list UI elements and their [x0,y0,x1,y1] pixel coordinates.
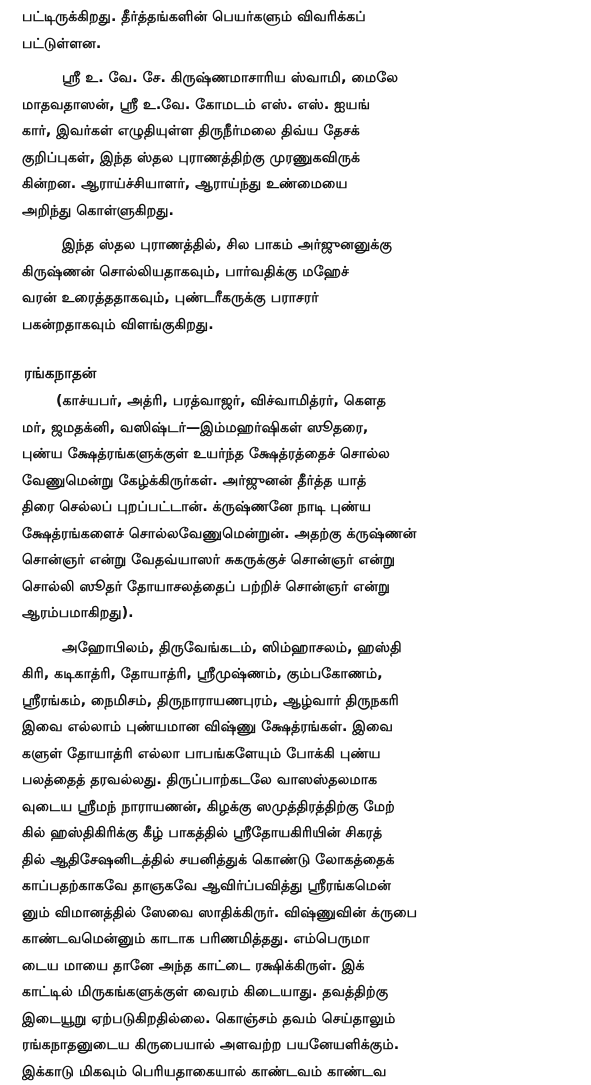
text-line: வேணுமென்று கேழ்க்கிருர்கள். அர்ஜுனன் தீர்த்த யாத் [22,468,577,495]
text-line: கார், இவர்கள் எழுதியுள்ள திருநீர்மலை திவ்ய தேசக் [22,118,577,145]
text-line: காட்டில் மிருகங்களுக்குள் வைரம் கிடையாது. தவத்திற்கு [22,979,577,1006]
paragraph-1 [22,4,577,57]
text-line: கில் ஹஸ்திகிரிக்கு கீழ் பாகத்தில் ஸ்ரீதோயகிரியின் சிகரத் [22,820,577,847]
text-line: பட்டுள்ளன. [22,31,577,58]
paragraph-2 [22,65,577,224]
text-line: க்ஷேத்ரங்களைச் சொல்லவேணுமென்றுன். அதற்கு க்ருஷ்ணன் [22,521,577,548]
text-line: வரன் உரைத்ததாகவும், புண்டரீகருக்கு பராசரர் [22,285,577,312]
text-line: ஸ்ரீ உ. வே. சே. கிருஷ்ணமாசாரிய ஸ்வாமி, மைலே [22,65,577,92]
text-line: சொல்லி ஸூதர் தோயாசலத்தைப் பற்றிச் சொன்ஞர் என்று [22,574,577,601]
text-line: னும் விமானத்தில் ஸேவை ஸாதிக்கிருர். விஷ்ணுவின் க்ருபை [22,900,577,927]
text-line: தில் ஆதிசேஷனிடத்தில் சயனித்துக் கொண்டு லோகத்தைக் [22,847,577,874]
text-line: டைய மாயை தானே அந்த காட்டை ரக்ஷிக்கிருள். இக் [22,953,577,980]
text-line: ஆரம்பமாகிறது). [22,600,577,627]
text-line: அஹோபிலம், திருவேங்கடம், ஸிம்ஹாசலம், ஹஸ்தி [22,635,577,662]
text-line: கிரி, கடிகாத்ரி, தோயாத்ரி, ஸ்ரீமுஷ்ணம், கும்பகோணம், [22,661,577,688]
text-line: இடையூறு ஏற்படுகிறதில்லை. கொஞ்சம் தவம் செய்தாலும் [22,1006,577,1033]
text-line: கிருஷ்ணன் சொல்லியதாகவும், பார்வதிக்கு மஹேச் [22,259,577,286]
text-line: புண்ய க்ஷேத்ரங்களுக்குள் உயர்ந்த க்ஷேத்ரத்தைச் சொல்ல [22,441,577,468]
text-line: காப்பதற்காகவே தாஞகவே ஆவிர்ப்பவித்து ஸ்ரீரங்கமென் [22,873,577,900]
text-line: வுடைய ஸ்ரீமந் நாராயணன், கிழக்கு ஸமுத்திரத்திற்கு மேற் [22,794,577,821]
text-line: ஸ்ரீரங்கம், நைமிசம், திருநாராயணபுரம், ஆழ்வார் திருநகரி [22,688,577,715]
text-line: இக்காடு மிகவும் பெரியதாகையால் காண்டவம் காண்டவ [22,1059,577,1085]
text-line: (காச்யபர், அத்ரி, பரத்வாஜர், விச்வாமித்ரர், கௌத [22,388,577,415]
text-line: களுள் தோயாத்ரி எல்லா பாபங்களேயும் போக்கி புண்ய [22,741,577,768]
text-line: திரை செல்லப் புறப்பட்டான். க்ருஷ்ணனே நாடி புண்ய [22,494,577,521]
section-heading: ரங்கநாதன் [22,360,577,388]
text-line: இந்த ஸ்தல புராணத்தில், சில பாகம் அர்ஜுனனுக்கு [22,232,577,259]
text-line: கின்றன. ஆராய்ச்சியாளர், ஆராய்ந்து உண்மையை [22,171,577,198]
paragraph-4 [22,388,577,627]
paragraph-3 [22,232,577,338]
text-line: மர், ஜமதக்னி, வஸிஷ்டர்—இம்மஹர்ஷிகள் ஸூதரை, [22,415,577,442]
text-line: குறிப்புகள், இந்த ஸ்தல புராணத்திற்கு முரணுகவிருக் [22,145,577,172]
text-line: மாதவதாஸன், ஸ்ரீ உ.வே. கோமடம் எஸ். எஸ். ஐயங் [22,92,577,119]
text-line: ரங்கநாதனுடைய கிருபையால் அளவற்ற பயனேயளிக்கும். [22,1032,577,1059]
text-line: சொன்ஞர் என்று வேதவ்யாஸர் சுகருக்குச் சொன்ஞர் என்று [22,547,577,574]
text-line: பட்டிருக்கிறது. தீர்த்தங்களின் பெயர்களும் விவரிக்கப் [22,4,577,31]
text-line: பகன்றதாகவும் விளங்குகிறது. [22,312,577,339]
paragraph-5 [22,635,577,1085]
text-line: அறிந்து கொள்ளுகிறது. [22,198,577,225]
text-line: காண்டவமென்னும் காடாக பரிணமித்தது. எம்பெருமா [22,926,577,953]
text-line: பலத்தைத் தரவல்லது. திருப்பாற்கடலே வாஸஸ்தலமாக [22,767,577,794]
text-line: இவை எல்லாம் புண்யமான விஷ்ணு க்ஷேத்ரங்கள். இவை [22,714,577,741]
